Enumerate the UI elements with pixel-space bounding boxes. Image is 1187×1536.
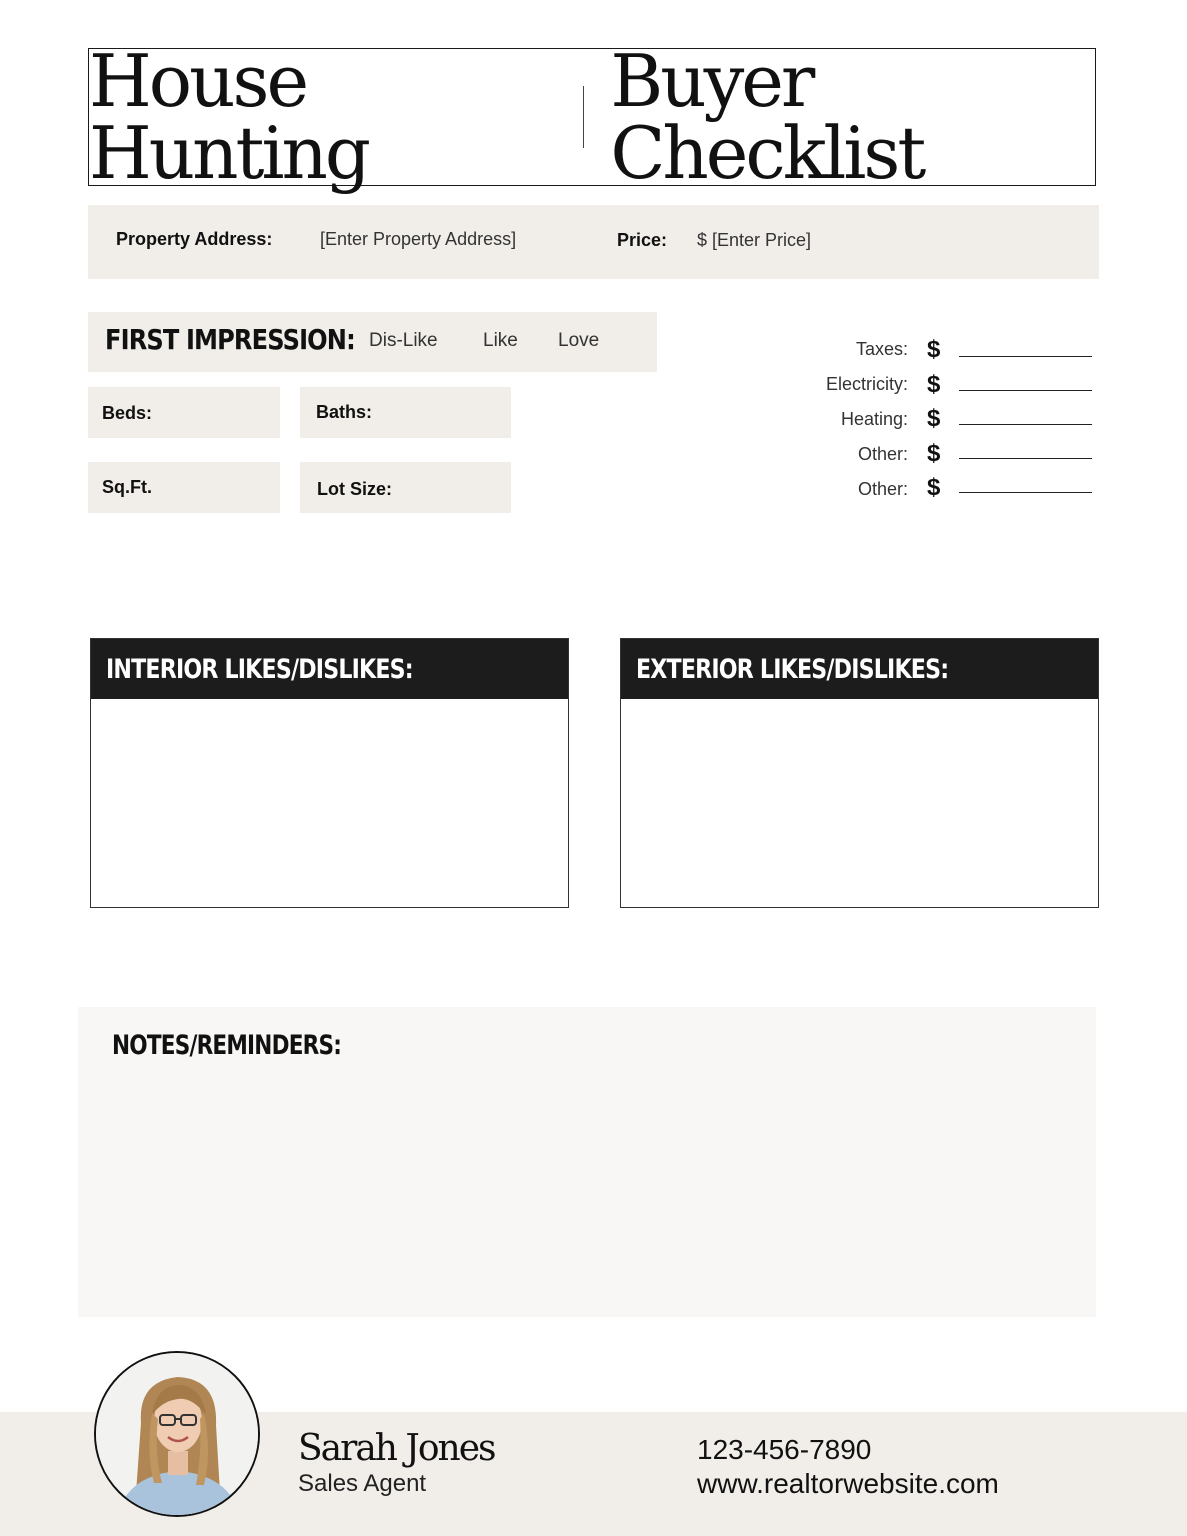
property-address-field[interactable]: [Enter Property Address] — [320, 229, 517, 249]
cost-input-taxes[interactable] — [959, 356, 1092, 357]
title-divider — [583, 86, 585, 148]
cost-input-heating[interactable] — [959, 424, 1092, 425]
dollar-icon: $ — [927, 371, 941, 398]
price-label: Price: — [617, 230, 668, 250]
exterior-header — [621, 639, 1098, 699]
dollar-icon: $ — [927, 336, 941, 363]
sqft-label: Sq.Ft. — [102, 477, 152, 497]
interior-label: INTERIOR LIKES/DISLIKES: — [106, 653, 413, 685]
title-right: Buyer Checklist — [610, 39, 924, 195]
cost-label-heating: Heating: — [840, 409, 908, 429]
dollar-icon: $ — [927, 474, 941, 501]
interior-box[interactable] — [90, 638, 569, 908]
cost-input-electricity[interactable] — [959, 390, 1092, 391]
cost-label-other-2: Other: — [857, 479, 908, 499]
baths-label: Baths: — [316, 402, 373, 422]
exterior-label: EXTERIOR LIKES/DISLIKES: — [636, 653, 949, 685]
first-impression-label: FIRST IMPRESSION: — [105, 323, 355, 356]
lot-size-label: Lot Size: — [317, 479, 392, 499]
title-left: House Hunting — [89, 39, 368, 195]
beds-label: Beds: — [102, 403, 153, 423]
agent-photo-icon — [96, 1353, 260, 1517]
agent-phone[interactable]: 123-456-7890 — [697, 1434, 872, 1465]
title-box — [88, 39, 1096, 195]
dollar-icon: $ — [927, 405, 941, 432]
cost-label-taxes: Taxes: — [855, 339, 908, 359]
cost-label-electricity: Electricity: — [825, 374, 908, 394]
agent-avatar — [94, 1351, 260, 1517]
property-address-label: Property Address: — [116, 229, 273, 249]
exterior-box[interactable] — [620, 638, 1099, 908]
impression-option-dislike[interactable]: Dis-Like — [369, 330, 438, 351]
agent-website[interactable]: www.realtorwebsite.com — [697, 1468, 999, 1499]
dollar-icon: $ — [927, 440, 941, 467]
cost-input-other-2[interactable] — [959, 492, 1092, 493]
notes-label: NOTES/REMINDERS: — [112, 1030, 342, 1061]
cost-input-other-1[interactable] — [959, 458, 1092, 459]
agent-role: Sales Agent — [298, 1470, 427, 1497]
interior-header — [91, 639, 568, 699]
impression-option-love[interactable]: Love — [558, 330, 600, 351]
cost-label-other-1: Other: — [857, 444, 908, 464]
price-field[interactable]: $ [Enter Price] — [697, 230, 812, 250]
impression-option-like[interactable]: Like — [483, 330, 518, 351]
agent-name: Sarah Jones — [298, 1428, 495, 1469]
